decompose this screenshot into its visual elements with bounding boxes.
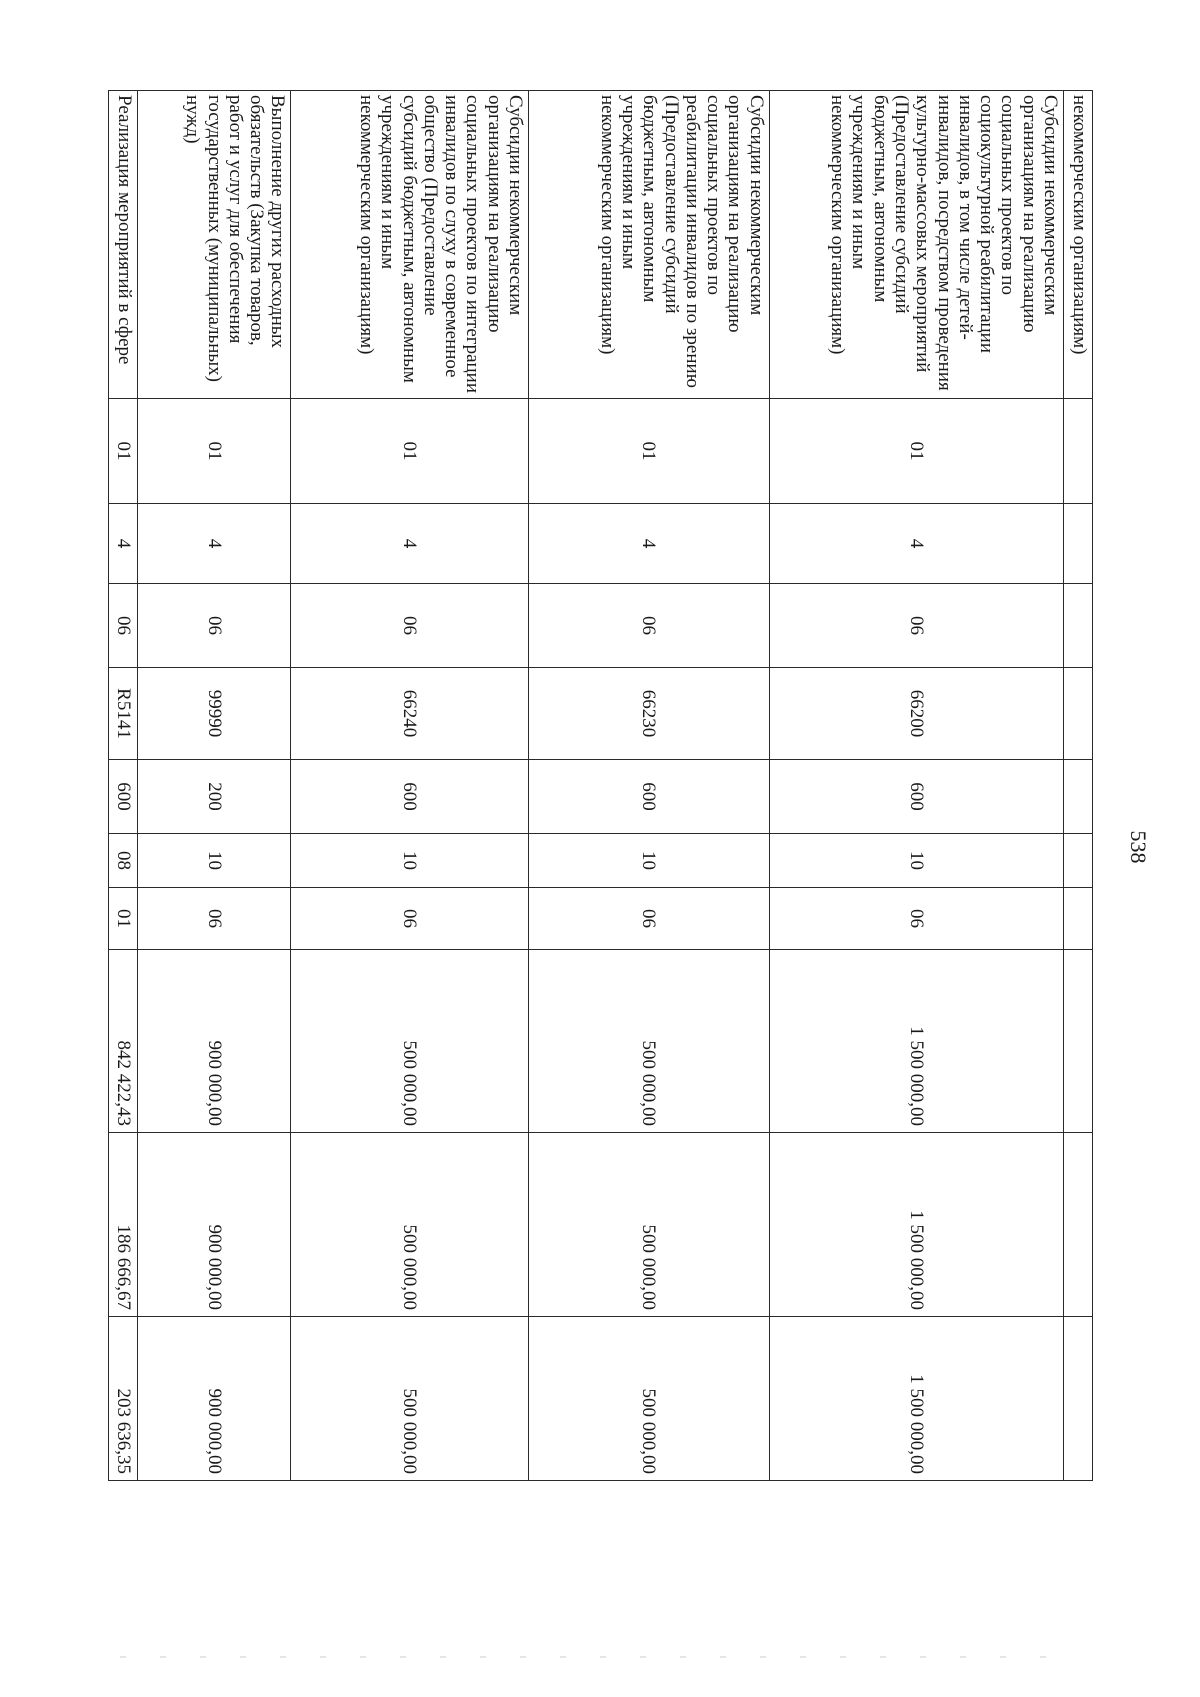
row-name: Реализация мероприятий в сфере xyxy=(109,91,138,399)
cell-c6: 10 xyxy=(769,834,1063,888)
cell-c5: 600 xyxy=(291,760,529,834)
cell-c2: 4 xyxy=(528,504,769,584)
cell-c4: 66230 xyxy=(528,668,769,760)
table-row xyxy=(769,91,1063,1481)
cell-c4: 66200 xyxy=(769,668,1063,760)
cell-value-3: 900 000,00 xyxy=(138,1317,291,1481)
table-row xyxy=(138,91,291,1481)
cell-c4: 66240 xyxy=(291,668,529,760)
cell-c6: 08 xyxy=(109,834,138,888)
cell-value-2: 186 666,67 xyxy=(109,1133,138,1317)
cell-c4 xyxy=(1063,668,1092,760)
cell-value-2: 500 000,00 xyxy=(291,1133,529,1317)
table-row xyxy=(109,91,138,1481)
row-name: некоммерческим организациям) xyxy=(1063,91,1092,399)
table-row xyxy=(1063,91,1092,1481)
cell-value-1 xyxy=(1063,950,1092,1133)
cell-c7: 06 xyxy=(138,888,291,950)
cell-value-2: 500 000,00 xyxy=(528,1133,769,1317)
cell-c3: 06 xyxy=(109,584,138,668)
cell-c1: 01 xyxy=(138,399,291,504)
cell-value-1: 500 000,00 xyxy=(291,950,529,1133)
cell-c1: 01 xyxy=(291,399,529,504)
cell-c7: 06 xyxy=(769,888,1063,950)
cell-c1: 01 xyxy=(769,399,1063,504)
cell-c1 xyxy=(1063,399,1092,504)
scan-artifact-line xyxy=(120,1656,1080,1658)
cell-c2 xyxy=(1063,504,1092,584)
cell-c3: 06 xyxy=(528,584,769,668)
cell-c7: 06 xyxy=(291,888,529,950)
cell-c1: 01 xyxy=(109,399,138,504)
cell-c6: 10 xyxy=(528,834,769,888)
cell-value-1: 500 000,00 xyxy=(528,950,769,1133)
cell-c7 xyxy=(1063,888,1092,950)
cell-c5: 600 xyxy=(528,760,769,834)
cell-c4: 99990 xyxy=(138,668,291,760)
row-name: Выполнение других расходных обязательств (Закупка товаров, работ и услуг для обеспечения государственных (муниципальных) нужд) xyxy=(138,91,291,399)
cell-c6 xyxy=(1063,834,1092,888)
cell-c7: 06 xyxy=(528,888,769,950)
cell-c2: 4 xyxy=(109,504,138,584)
cell-c2: 4 xyxy=(138,504,291,584)
cell-value-3: 500 000,00 xyxy=(528,1317,769,1481)
table-row xyxy=(291,91,529,1481)
cell-c6: 10 xyxy=(291,834,529,888)
cell-c3 xyxy=(1063,584,1092,668)
cell-c1: 01 xyxy=(528,399,769,504)
cell-value-1: 842 422,43 xyxy=(109,950,138,1133)
row-name: Субсидии некоммерческим организациям на реализацию социальных проектов по реабилитации инвалидов по зрению (Предоставление субсидий бюджетным, автономным учреждениям и иным некоммерческим организациям) xyxy=(528,91,769,399)
cell-value-2: 900 000,00 xyxy=(138,1133,291,1317)
rotated-table-wrapper xyxy=(108,90,1093,1480)
cell-c2: 4 xyxy=(769,504,1063,584)
page-number: 538 xyxy=(1126,830,1151,864)
cell-value-3 xyxy=(1063,1317,1092,1481)
cell-value-2: 1 500 000,00 xyxy=(769,1133,1063,1317)
cell-c5: 200 xyxy=(138,760,291,834)
cell-c5: 600 xyxy=(109,760,138,834)
row-name: Субсидии некоммерческим организациям на реализацию социальных проектов по социокультурной реабилитации инвалидов, в том числе детей-инвалидов, посредством проведения культурно-массовых мероприятий (Предоставление субсидий бюджетным, автономным учреждениям и иным некоммерческим организациям) xyxy=(769,91,1063,399)
cell-value-3: 500 000,00 xyxy=(291,1317,529,1481)
cell-c5 xyxy=(1063,760,1092,834)
cell-c6: 10 xyxy=(138,834,291,888)
cell-c2: 4 xyxy=(291,504,529,584)
row-name: Субсидии некоммерческим организациям на реализацию социальных проектов по интеграции инвалидов по слуху в современное общество (Предоставление субсидий бюджетным, автономным учреждениям и иным некоммерческим организациям) xyxy=(291,91,529,399)
budget-table xyxy=(108,90,1093,1481)
cell-c3: 06 xyxy=(769,584,1063,668)
cell-value-1: 900 000,00 xyxy=(138,950,291,1133)
table-row xyxy=(528,91,769,1481)
cell-value-2 xyxy=(1063,1133,1092,1317)
cell-value-1: 1 500 000,00 xyxy=(769,950,1063,1133)
cell-c3: 06 xyxy=(291,584,529,668)
cell-c3: 06 xyxy=(138,584,291,668)
cell-value-3: 203 636,35 xyxy=(109,1317,138,1481)
cell-c5: 600 xyxy=(769,760,1063,834)
cell-value-3: 1 500 000,00 xyxy=(769,1317,1063,1481)
cell-c7: 01 xyxy=(109,888,138,950)
cell-c4: R5141 xyxy=(109,668,138,760)
